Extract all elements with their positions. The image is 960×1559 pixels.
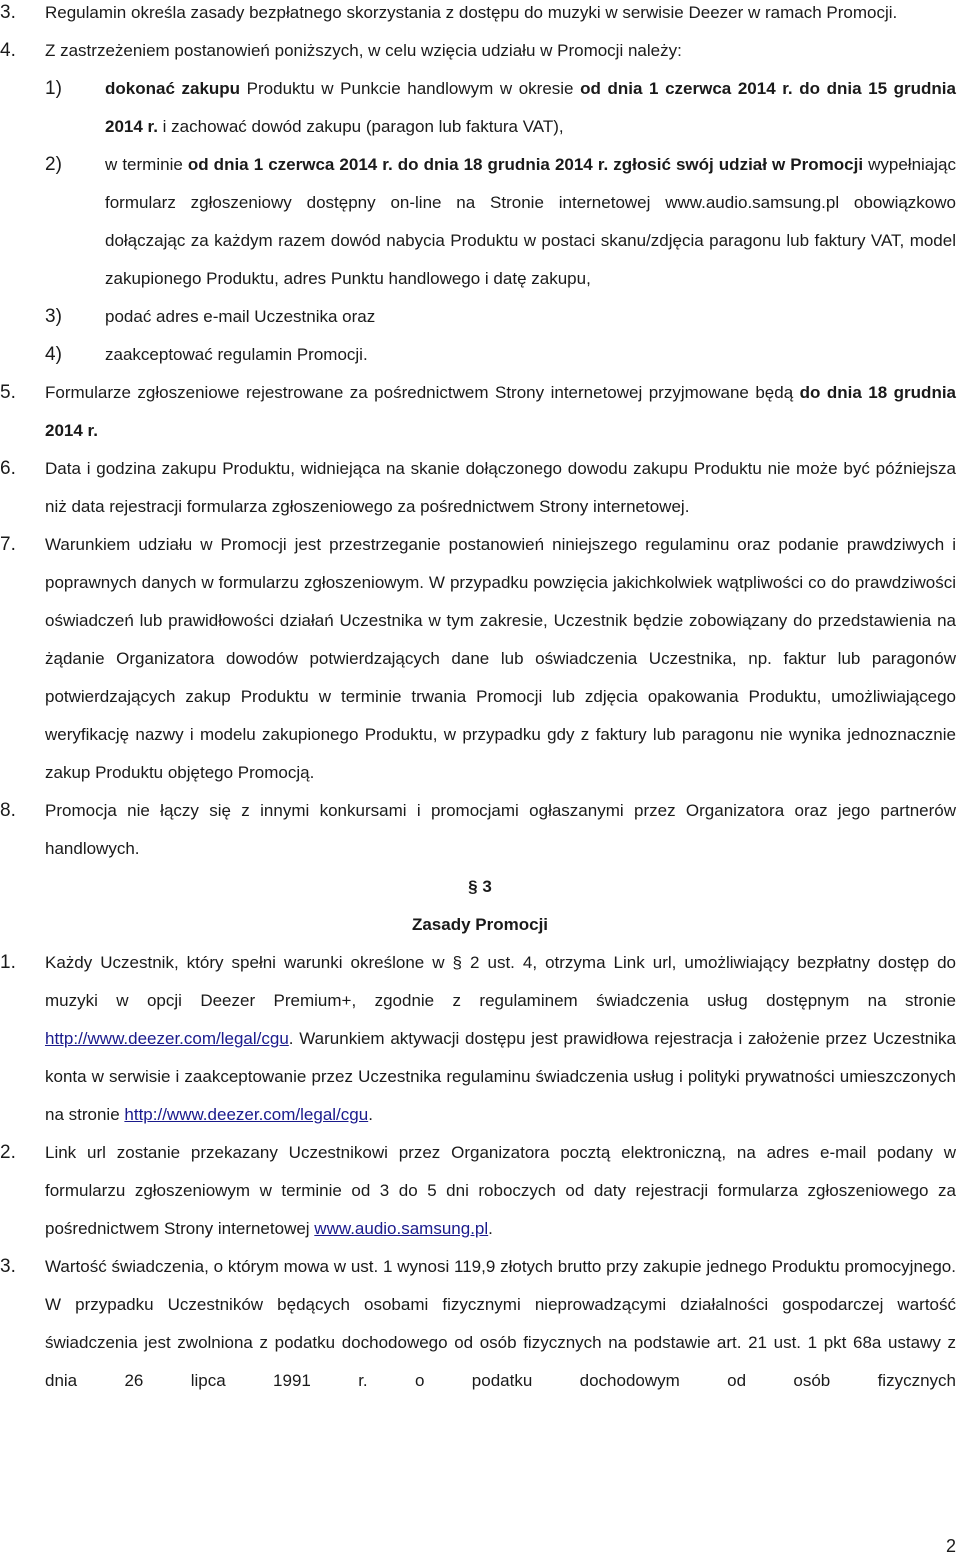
section3-item-1 <box>0 944 960 1134</box>
rule-item-3 <box>0 0 960 32</box>
rule-item-7 <box>0 526 960 792</box>
subitem-text: Produktu w Punkcie handlowym w okresie <box>240 79 581 98</box>
item-number: 1. <box>0 952 16 973</box>
item-text: Data i godzina zakupu Produktu, widniejąca na skanie dołączonego dowodu zakupu Produktu nie może być późniejsza niż data rejestracji formularza zgłoszeniowego za pośrednictwem Strony internetowej. <box>45 459 956 516</box>
item-text: Promocja nie łączy się z innymi konkursami i promocjami ogłaszanymi przez Organizatora oraz jego partnerów handlowych. <box>45 801 956 858</box>
item-text: Warunkiem udziału w Promocji jest przestrzeganie postanowień niniejszego regulaminu oraz podanie prawdziwych i poprawnych danych w formularzu zgłoszeniowym. W przypadku powzięcia jakichkolwiek wątpliwości co do prawdziwości oświadczeń lub prawidłowości działań Uczestnika w tym zakresie, Uczestnik będzie zobowiązany do przedstawienia na żądanie Organizatora dowodów potwierdzających dane lub oświadczenia Uczestnika, np. faktur lub paragonów potwierdzających zakup Produktu w terminie trwania Promocji lub zdjęcia opakowania Produktu, umożliwiającego weryfikację nazwy i modelu zakupionego Produktu, w przypadku gdy z faktury lub paragonu nie wynika jednoznacznie zakup Produktu objętego Promocją. <box>45 535 956 782</box>
item-number: 4. <box>0 40 16 61</box>
item-text: Formularze zgłoszeniowe rejestrowane za pośrednictwem Strony internetowej przyjmowane będą <box>45 383 800 402</box>
subitem-number: 2) <box>45 154 62 175</box>
item-text: . <box>368 1105 373 1124</box>
subitem-text: zaakceptować regulamin Promocji. <box>105 345 368 364</box>
item-text: . Warunkiem aktywacji dostępu jest prawidłowa rejestracja i założenie przez Uczestnika konta w serwisie i zaakceptowanie przez Uczestnika regulaminu świadczenia usług i polityki prywatności umieszczonych na stronie <box>45 1029 956 1124</box>
item-text: Link url zostanie przekazany Uczestnikowi przez Organizatora pocztą elektroniczną, na adres e-mail podany w formularzu zgłoszeniowym w terminie od 3 do 5 dni roboczych od daty rejestracji formularza zgłoszeniowego za pośrednictwem Strony internetowej <box>45 1143 956 1238</box>
section3-item-2 <box>0 1134 960 1248</box>
bold-date-range: od dnia 1 czerwca 2014 r. do dnia 18 grudnia 2014 r. zgłosić swój udział w Promocji <box>187 155 864 174</box>
subitem-number: 1) <box>45 78 62 99</box>
item-number: 5. <box>0 382 16 403</box>
item-text: Wartość świadczenia, o którym mowa w ust. 1 wynosi 119,9 złotych brutto przy zakupie jednego Produktu promocyjnego. W przypadku Uczestników będących osobami fizycznymi nieprowadzącymi działalności gospodarczej wartość świadczenia jest zwolniona z podatku dochodowego od osób fizycznych na podstawie art. 21 ust. 1 pkt 68a ustawy z dnia 26 lipca 1991 r. o podatku dochodowym od osób fizycznych <box>45 1257 956 1390</box>
rule-item-6 <box>0 450 960 526</box>
subitem-3 <box>0 298 960 336</box>
item-number: 2. <box>0 1142 16 1163</box>
subitem-number: 3) <box>45 306 62 327</box>
subitem-4 <box>0 336 960 374</box>
item-text: Regulamin określa zasady bezpłatnego skorzystania z dostępu do muzyki w serwisie Deezer w ramach Promocji. <box>45 3 898 22</box>
bold-date-range: od dnia 1 czerwca 2014 r. do dnia 15 grudnia 2014 r. <box>105 79 956 136</box>
section-title: Zasady Promocji <box>411 915 549 934</box>
subitem-number: 4) <box>45 344 62 365</box>
item-text: Z zastrzeżeniem postanowień poniższych, w celu wzięcia udziału w Promocji należy: <box>45 41 682 60</box>
subitem-text: i zachować dowód zakupu (paragon lub faktura VAT), <box>157 117 564 136</box>
item-number: 8. <box>0 800 16 821</box>
subitem-1 <box>0 70 960 146</box>
item-number: 3. <box>0 1256 16 1277</box>
deezer-legal-link[interactable]: http://www.deezer.com/legal/cgu <box>45 1029 289 1048</box>
item-number: 6. <box>0 458 16 479</box>
subitem-text: w terminie <box>105 155 188 174</box>
subitem-2 <box>0 146 960 298</box>
item-text: Każdy Uczestnik, który spełni warunki określone w § 2 ust. 4, otrzyma Link url, umożliwiający bezpłatny dostęp do muzyki w opcji Deezer Premium+, zgodnie z regulaminem świadczenia usług dostępnym na stronie <box>45 953 956 1010</box>
bold-text: dokonać zakupu <box>105 79 241 98</box>
deezer-legal-link[interactable]: http://www.deezer.com/legal/cgu <box>124 1105 369 1124</box>
rule-item-4 <box>0 32 960 70</box>
rule-item-8 <box>0 792 960 868</box>
rule-item-5 <box>0 374 960 450</box>
samsung-audio-link[interactable]: www.audio.samsung.pl <box>314 1219 489 1238</box>
section3-item-3 <box>0 1248 960 1400</box>
subitem-text: podać adres e-mail Uczestnika oraz <box>105 307 376 326</box>
bold-date: do dnia 18 grudnia 2014 r. <box>45 383 957 440</box>
subitem-text: wypełniając formularz zgłoszeniowy dostępny on-line na Stronie internetowej www.audio.samsung.pl obowiązkowo dołączając za każdym razem dowód nabycia Produktu w postaci skanu/zdjęcia paragonu lub faktury VAT, model zakupionego Produktu, adres Punktu handlowego i datę zakupu, <box>105 155 956 288</box>
page-number: 2 <box>945 1536 956 1556</box>
item-number: 7. <box>0 534 16 555</box>
item-text: . <box>488 1219 493 1238</box>
section-number: § 3 <box>468 877 492 896</box>
item-number: 3. <box>0 2 16 23</box>
